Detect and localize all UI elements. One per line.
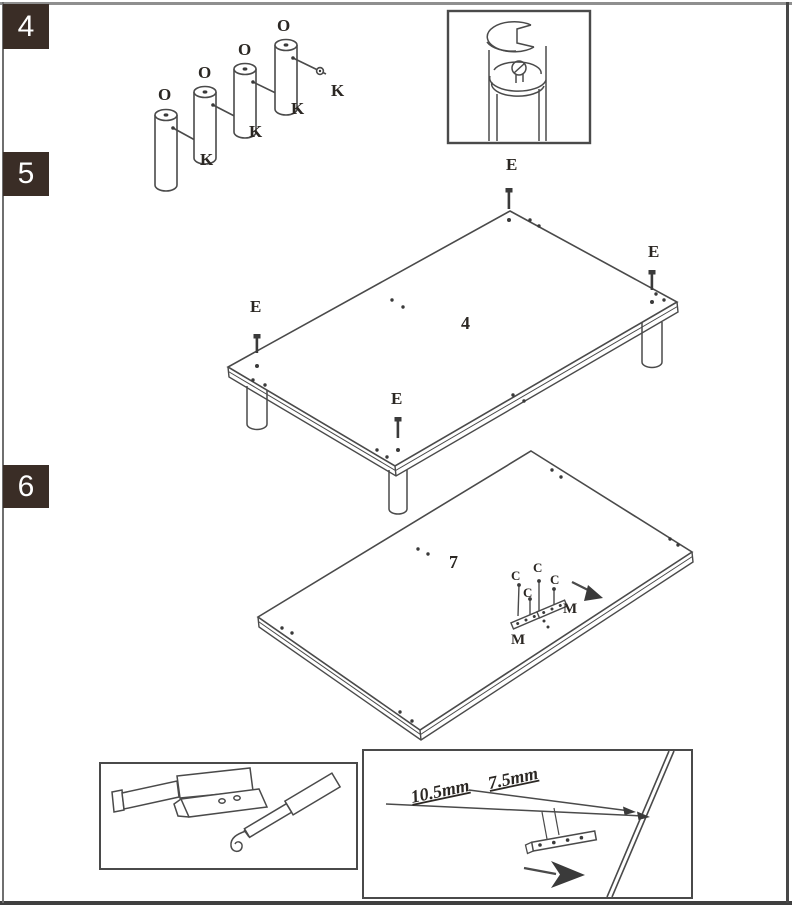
screw-label-c-1: C <box>511 568 521 583</box>
measurement-labels <box>409 763 540 807</box>
screw-label-e-right: E <box>648 242 660 261</box>
screw-label-e-bottom: E <box>391 389 403 408</box>
bracket-label-m-2: M <box>563 601 578 617</box>
panel4-number: 4 <box>461 313 470 333</box>
bracket-label-m-1: M <box>511 632 526 648</box>
screw-label-c-3: C <box>550 572 560 587</box>
screw-label-k-3: K <box>291 99 305 118</box>
measurement-inset <box>363 750 692 898</box>
panel4-top-face <box>228 211 677 466</box>
step5-panel-group <box>228 155 678 514</box>
screw-label-e-top: E <box>506 155 518 174</box>
screw-label-k-2: K <box>249 122 263 141</box>
leg-label-o-3: O <box>238 40 252 59</box>
measurement-large: 10.5mm <box>408 775 472 807</box>
screw-label-c-2: C <box>533 560 543 575</box>
step-number: 5 <box>17 157 35 190</box>
dim-arrow-small <box>623 807 636 816</box>
step-number: 6 <box>17 469 35 503</box>
screw-label-k-4: K <box>331 81 345 100</box>
panel-edge-lines <box>607 751 674 897</box>
leg-label-o-1: O <box>158 85 172 104</box>
damper-inset <box>100 763 357 869</box>
step-number: 4 <box>17 9 35 43</box>
detail-inset-box <box>448 11 590 143</box>
measurement-small: 7.5mm <box>486 762 540 794</box>
leg-detail-inset <box>448 11 590 143</box>
leg-label-o-4: O <box>277 16 291 35</box>
step4-legs-group <box>155 16 345 191</box>
leg-label-o-2: O <box>198 63 212 82</box>
panel7-top-face <box>258 451 692 730</box>
screw-label-e-left: E <box>250 297 262 316</box>
panel4-leg-right <box>642 322 662 368</box>
screw-label-k-1: K <box>200 150 214 169</box>
screw-label-c-4: C <box>523 585 533 600</box>
damper-piece-1 <box>112 768 267 817</box>
panel4-leg-front <box>389 470 407 514</box>
measured-bracket <box>526 831 597 854</box>
panel7-number: 7 <box>449 552 458 572</box>
direction-arrow-icon <box>524 861 585 888</box>
leg-cutaway-drawing <box>487 22 546 141</box>
step6-panel-group <box>258 451 693 740</box>
